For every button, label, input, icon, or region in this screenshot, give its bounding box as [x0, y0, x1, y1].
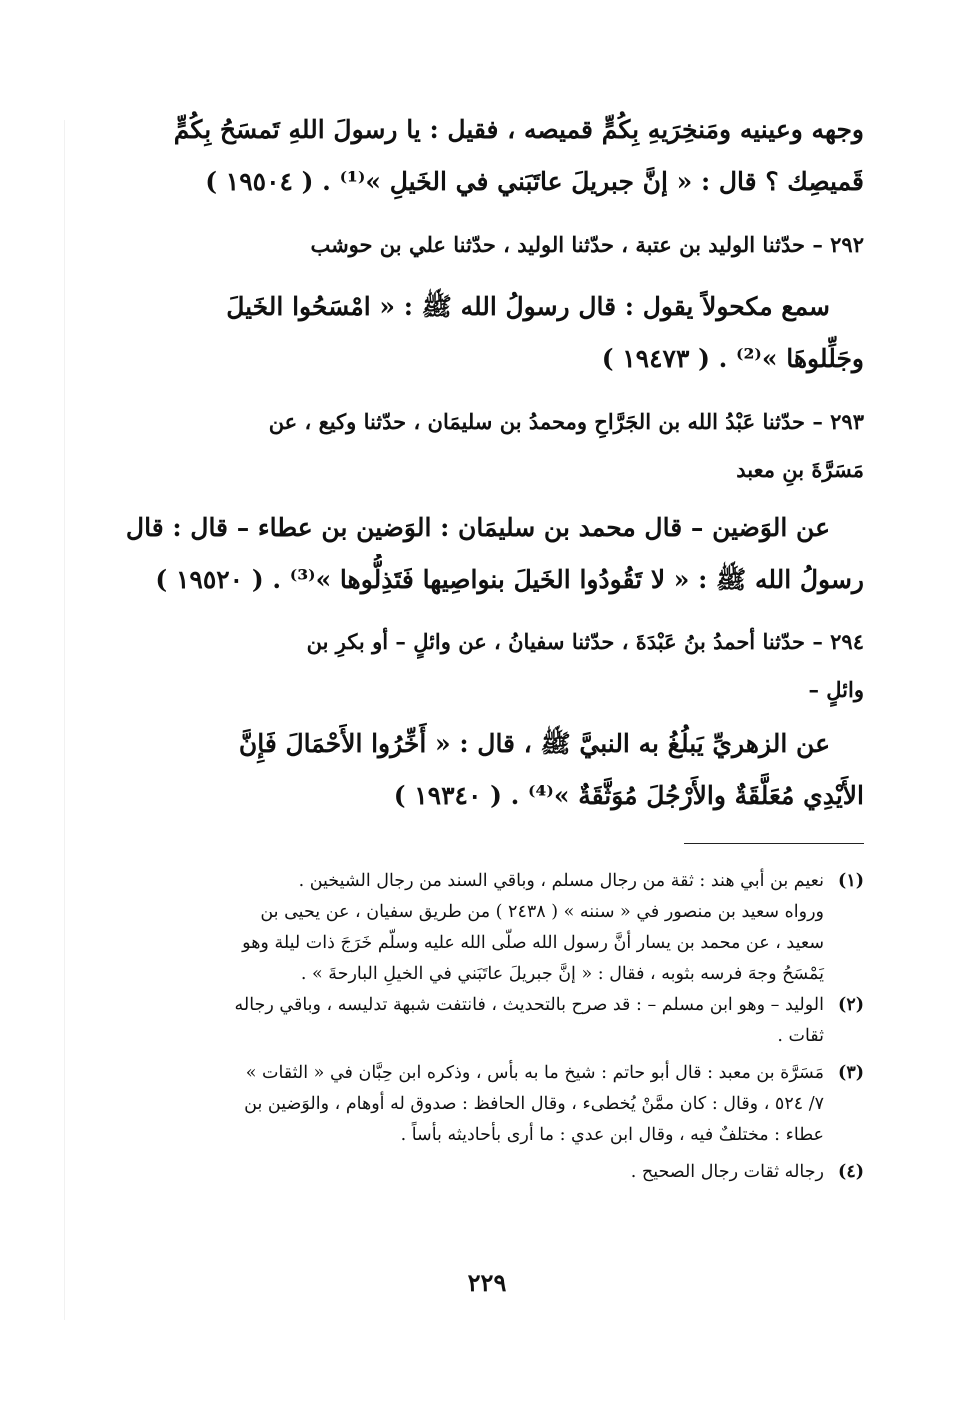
footnote-number: (٣) [838, 1063, 864, 1083]
footnote-1 [114, 866, 864, 990]
footnote-number: (١) [838, 871, 864, 891]
main-text-line: وجهه وعينيه ومَنخِرَيهِ بِكُمٍّ قميصه ، فقيل : يا رسولَ اللهِ تَمسَحُ بِكُمٍّ [173, 115, 864, 144]
footnote-number: (٢) [838, 995, 864, 1015]
hadith-293-isnad [114, 398, 864, 494]
footnote-line: ٧/ ٥٢٤ ، وقال : كان ممَّنْ يُخطىء ، وقال الحافظ : صدوق له أوهام ، والوَضين بن [244, 1094, 824, 1114]
footnote-separator [684, 843, 864, 844]
footnote-3 [114, 1058, 864, 1151]
footnotes [114, 866, 864, 1188]
isnad-line: ٢٩٢ – حدّثنا الوليد بن عتبة ، حدّثنا الوليد ، حدّثنا علي بن حوشب [310, 232, 864, 257]
hadith-294-isnad [114, 618, 864, 714]
footnote-line: عطاء : مختلفٌ فيه ، وقال ابن عدي : ما أرى بأحاديثه بأساً . [400, 1125, 824, 1145]
main-text-line: وجَلِّلوهَا »⁽²⁾ . ( ١٩٤٧٣ ) [601, 344, 864, 373]
footnote-line: ورواه سعيد بن منصور في « سننه » ( ٢٤٣٨ ) من طريق سفيان ، عن يحيى بن [260, 902, 824, 922]
hadith-292-isnad [114, 221, 864, 269]
footnote-line: ثقات . [777, 1026, 824, 1046]
footnote-line [114, 990, 864, 1021]
footnote-2 [114, 990, 864, 1052]
main-text-line: قَميصِك ؟ قال : « إنَّ جبريلَ عاتَبَني في الخَيلِ »⁽¹⁾ . ( ١٩٥٠٤ ) [205, 167, 864, 196]
footnote-line [114, 1157, 864, 1188]
main-text-line: عن الزهريِّ يَبلُغُ به النبيَّ ﷺ ، قال : « أَخِّرُوا الأَحْمَالَ فَإِنَّ [238, 729, 830, 758]
main-text-line: الأَيْدِي مُعَلَّقَةٌ والأَرْجُلَ مُوَثَّقَةٌ »⁽⁴⁾ . ( ١٩٣٤٠ ) [393, 781, 864, 810]
footnote-text: رجاله ثقات رجال الصحيح . [630, 1162, 824, 1182]
footnote-text: نعيم بن أبي هند : ثقة من رجال مسلم ، وباقي السند من رجال الشيخين . [298, 871, 824, 891]
footnote-4 [114, 1157, 864, 1188]
hadith-293-matn [114, 502, 864, 606]
hadith-294-matn [114, 718, 864, 822]
main-text-line: سمع مكحولاً يقول : قال رسولُ الله ﷺ : « امْسَحُوا الخَيلَ [226, 292, 830, 321]
hadith-291-continuation [114, 104, 864, 208]
footnote-number: (٤) [838, 1162, 864, 1182]
footnote-text: مَسَرَّة بن معبد : قال أبو حاتم : شيخ ما به بأس ، وذكره ابن حِبَّان في « الثقات » [245, 1063, 824, 1083]
page-edge [64, 120, 65, 1320]
page-number: ٢٢٩ [467, 1268, 507, 1297]
isnad-line: وائلٍ – [808, 677, 864, 702]
main-text-line: رسولُ الله ﷺ : « لا تَقُودُوا الخَيلَ بنواصِيها فَتَذِلُّوها »⁽³⁾ . ( ١٩٥٢٠ ) [155, 565, 864, 594]
isnad-line: مَسَرَّةَ بنِ معبد [736, 457, 864, 482]
footnote-line: سعيد ، عن محمد بن يسار أنَّ رسول الله صلّى الله عليه وسلّم خَرَجَ ذات ليلة وهو [242, 933, 824, 953]
footnote-line [114, 866, 864, 897]
footnote-line: يَمْسَحُ وجهَ فرسه بثوبه ، فقال : « إنَّ جبريلَ عاتَبَني في الخيلِ البارحةَ » . [300, 964, 824, 984]
footnote-text: الوليد – وهو ابن مسلم – : قد صرح بالتحديث ، فانتفت شبهة تدليسه ، وباقي رجاله [234, 995, 824, 1015]
hadith-292-matn [114, 281, 864, 385]
isnad-line: ٢٩٣ – حدّثنا عَبْدُ الله بن الجَرَّاحِ ومحمدُ بن سليمَان ، حدّثنا وكيع ، عن [268, 409, 864, 434]
main-text-line: عن الوَضين – قال محمد بن سليمَان : الوَضين بن عطاء – قال : قال [125, 513, 830, 542]
isnad-line: ٢٩٤ – حدّثنا أحمدُ بنُ عَبْدَةَ ، حدّثنا سفيانُ ، عن وائلٍ – أو بكرِ بن [306, 629, 864, 654]
footnote-line [114, 1058, 864, 1089]
